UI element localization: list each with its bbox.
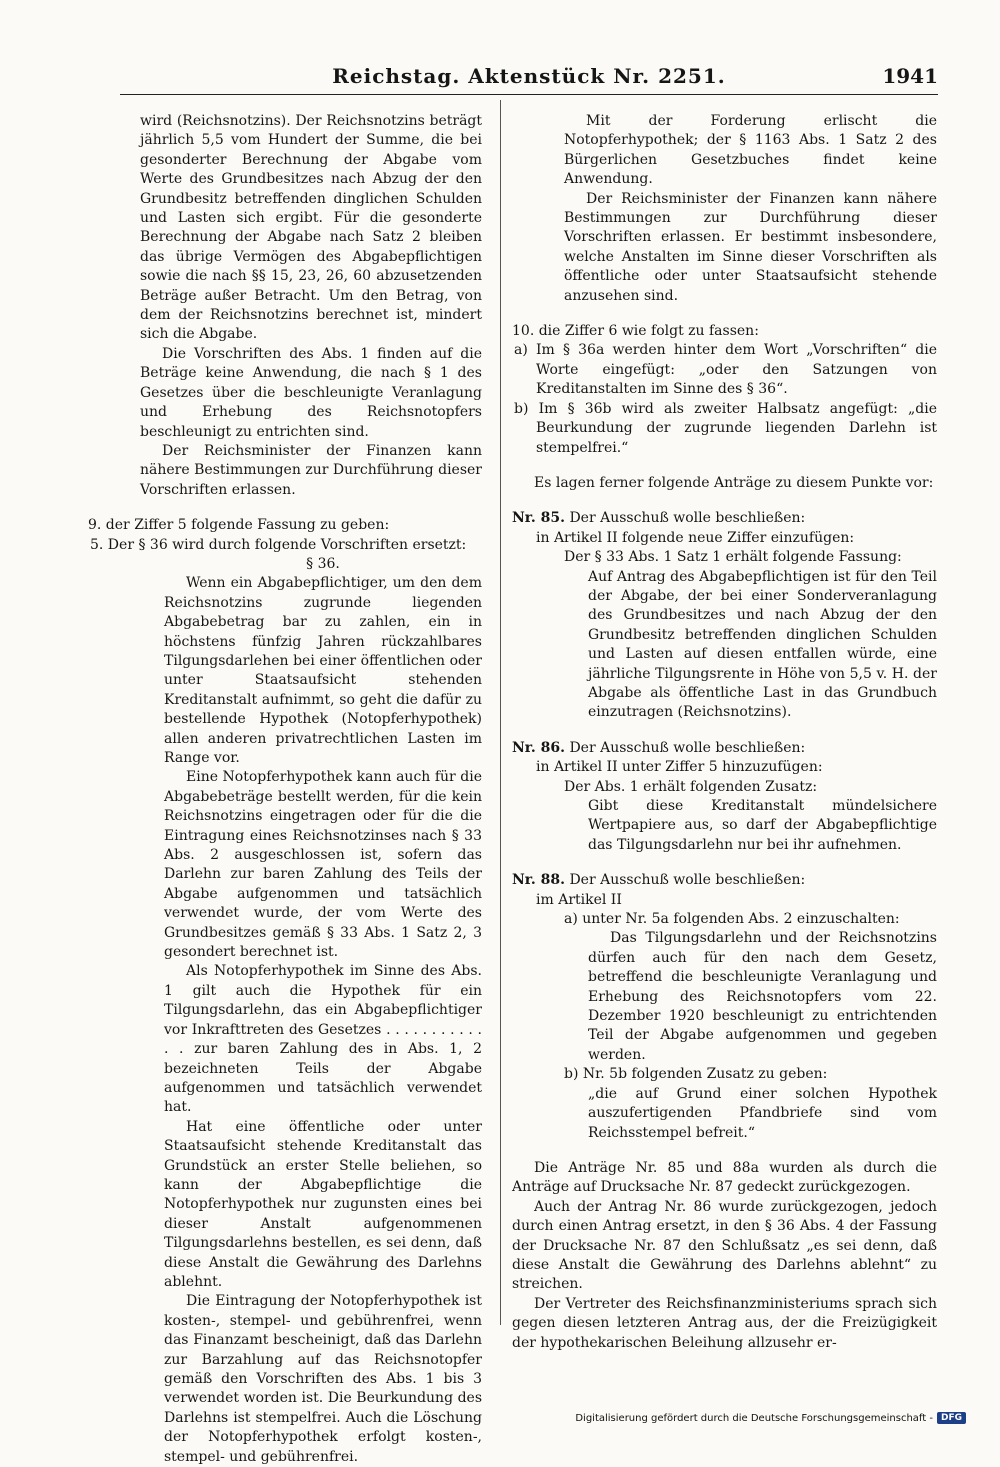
paragraph: Eine Notopferhypothek kann auch für die Abgabebeträge bestellt werden, für die kein Reichsnotzins eingetragen oder für die die Eintragung eines Reichsnotzinses nach § 33 Abs. 2 ausgeschlossen ist, sofern das Darlehn zur baren Zahlung des Teils der Abgabe aufgenommen und tatsächlich verwendet wurde, der vom Werte des Grundbesitzes gemäß § 33 Abs. 1 Satz 2, 3 gesondert berechnet ist.: [164, 769, 482, 961]
paragraph: [512, 739, 937, 758]
paragraph: Auch der Antrag Nr. 86 wurde zurückgezogen, jedoch durch einen Antrag ersetzt, in den § 36 Abs. 4 der Fassung der Drucksache Nr. 87 den Schlußsatz „es sei denn, daß diese Anstalt die Gewährung des Darlehns ablehnt“ zu streichen.: [512, 1198, 937, 1293]
paragraph: in Artikel II unter Ziffer 5 hinzuzufügen:: [536, 759, 823, 776]
paragraph: Die Vorschriften des Abs. 1 finden auf die Beträge keine Anwendung, die nach § 1 des Gesetzes über die beschleunigte Veranlagung und Erhebung des Reichsnotopfers beschleunigt zu entrichten sind.: [140, 345, 482, 440]
page-header: [120, 62, 938, 96]
paragraph-text: Der Ausschuß wolle beschließen:: [565, 510, 806, 527]
paragraph: [512, 509, 937, 528]
paragraph: 10. die Ziffer 6 wie folgt zu fassen:: [512, 323, 759, 340]
paragraph: Mit der Forderung erlischt die Notopferhypothek; der § 1163 Abs. 1 Satz 2 des Bürgerlichen Gesetzbuches findet keine Anwendung.: [564, 113, 937, 188]
paragraph: Auf Antrag des Abgabepflichtigen ist für den Teil der Abgabe, der bei einer Sonderveranlagung des Grundbesitzes und nach Abzug der den Grundbesitz betreffenden dinglichen Schulden und Lasten auf diesen entfallen würde, eine jährliche Tilgungsrente in Höhe von 5,5 v. H. der Abgabe als öffentliche Last in das Grundbuch einzutragen (Reichsnotzins).: [588, 568, 937, 721]
paragraph-gap: [512, 458, 937, 474]
paragraph: § 36.: [306, 555, 340, 572]
paragraph: in Artikel II folgende neue Ziffer einzufügen:: [536, 529, 855, 546]
header-rule: [120, 94, 938, 95]
paragraph: Gibt diese Kreditanstalt mündelsichere Wertpapiere aus, so darf der Abgabepflichtige das Tilgungsdarlehn nur bei ihr aufnehmen.: [588, 798, 937, 853]
paragraph: Der Abs. 1 erhält folgenden Zusatz:: [564, 778, 818, 795]
paragraph: Der Vertreter des Reichsfinanzministeriums sprach sich gegen diesen letzteren Antrag aus, der die Freizügigkeit der hypothekarischen Beleihung allzusehr er-: [512, 1295, 937, 1351]
dfg-logo: DFG: [937, 1412, 966, 1424]
header-title: Reichstag. Aktenstück Nr. 2251.: [332, 64, 726, 88]
footer: [575, 1412, 966, 1424]
paragraph: „die auf Grund einer solchen Hypothek auszufertigenden Pfandbriefe sind vom Reichsstempel befreit.“: [588, 1085, 937, 1141]
paragraph: wird (Reichsnotzins). Der Reichsnotzins beträgt jährlich 5,5 vom Hundert der Summe, die bei gesonderter Berechnung der Abgabe vom Werte des Grundbesitzes nach Abzug der den Grundbesitz betreffenden dinglichen Schulden und Lasten sich ergibt. Für die gesonderte Berechnung der Abgabe nach Satz 2 bleiben das übrige Vermögen des Abgabepflichtigen sowie die nach §§ 15, 23, 26, 60 abzusetzenden Beträge außer Betracht. Um den Betrag, von dem der Reichsnotzins berechnet ist, mindert sich die Abgabe.: [140, 113, 482, 343]
paragraph: im Artikel II: [536, 891, 622, 908]
paragraph: Wenn ein Abgabepflichtiger, um den dem Reichsnotzins zugrunde liegenden Abgabebetrag bar zu zahlen, ein in höchstens fünfzig Jahren rückzahlbares Tilgungsdarlehen bei einer öffentlichen oder unter Staatsaufsicht stehenden Kreditanstalt aufnimmt, so geht die dafür zu bestellende Hypothek (Notopferhypothek) allen anderen privatrechtlichen Lasten im Range vor.: [164, 575, 482, 766]
paragraph: Als Notopferhypothek im Sinne des Abs. 1 gilt auch die Hypothek für ein Tilgungsdarlehn, das ein Abgabepflichtiger vor Inkrafttreten des Gesetzes . . . . . . . . . . . . . zur baren Zahlung des in Abs. 1, 2 bezeichneten Teils der Abgabe aufgenommen und tatsächlich verwendet hat.: [164, 963, 482, 1116]
paragraph-gap: [88, 500, 482, 516]
paragraph: Es lagen ferner folgende Anträge zu diesem Punkte vor:: [534, 474, 934, 491]
column-divider: [500, 100, 501, 1325]
paragraph: Hat eine öffentliche oder unter Staatsaufsicht stehende Kreditanstalt das Grundstück an erster Stelle beliehen, so kann der Abgabepflichtige die Notopferhypothek nur zugunsten eines bei dieser Anstalt aufgenommenen Tilgungsdarlehns bestellen, es sei denn, daß diese Anstalt die Gewährung des Darlehns ablehnt.: [164, 1118, 482, 1290]
paragraph-gap: [512, 855, 937, 871]
paragraph-gap: [512, 306, 937, 322]
paragraph: Das Tilgungsdarlehn und der Reichsnotzins dürfen auch für den nach dem Gesetz, betreffend die beschleunigte Veranlagung und Erhebung des Reichsnotopfers vom 22. Dezember 1920 beschleunigt zu entrichtenden Teil der Abgabe aufgenommen und gegeben werden.: [588, 930, 937, 1063]
paragraph: b) Im § 36b wird als zweiter Halbsatz angefügt: „die Beurkundung der zugrunde liegenden Darlehn ist stempelfrei.“: [514, 400, 937, 456]
paragraph: b) Nr. 5b folgenden Zusatz zu geben:: [564, 1066, 828, 1083]
paragraph: a) Im § 36a werden hinter dem Wort „Vorschriften“ die Worte eingefügt: „oder den Satzungen von Kreditanstalten im Sinne des § 36“.: [514, 342, 937, 398]
paragraph-gap: [512, 1143, 937, 1159]
paragraph-gap: [512, 493, 937, 509]
motion-number: Nr. 86.: [512, 739, 565, 756]
paragraph: Der Reichsminister der Finanzen kann nähere Bestimmungen zur Durchführung dieser Vorschriften erlassen. Er bestimmt insbesondere, welche Anstalten im Sinne dieser Vorschriften als öffentliche oder unter Staatsaufsicht stehende anzusehen sind.: [564, 190, 937, 304]
motion-number: Nr. 88.: [512, 872, 565, 889]
paragraph: Der Reichsminister der Finanzen kann nähere Bestimmungen zur Durchführung dieser Vorschriften erlassen.: [140, 442, 482, 498]
paragraph: Die Eintragung der Notopferhypothek ist kosten-, stempel- und gebührenfrei, wenn das Finanzamt bescheinigt, daß das Darlehn zur Barzahlung auf das Reichsnotopfer gemäß den Vorschriften des Abs. 1 bis 3 verwendet worden ist. Die Beurkundung des Darlehns ist stempelfrei. Auch die Löschung der Notopferhypothek erfolgt kosten-, stempel- und gebührenfrei.: [164, 1293, 482, 1465]
paragraph-gap: [512, 723, 937, 739]
page-number: 1941: [882, 64, 938, 88]
motion-number: Nr. 85.: [512, 510, 565, 527]
footer-credit: Digitalisierung gefördert durch die Deutsche Forschungsgemeinschaft -: [575, 1412, 933, 1424]
paragraph-text: Der Ausschuß wolle beschließen:: [565, 872, 806, 889]
paragraph-text: Der Ausschuß wolle beschließen:: [565, 739, 806, 756]
paragraph: 5. Der § 36 wird durch folgende Vorschriften ersetzt:: [90, 536, 467, 553]
paragraph: Die Anträge Nr. 85 und 88a wurden als durch die Anträge auf Drucksache Nr. 87 gedeckt zurückgezogen.: [512, 1159, 937, 1196]
paragraph: a) unter Nr. 5a folgenden Abs. 2 einzuschalten:: [564, 911, 900, 928]
right-column: [512, 112, 937, 1353]
paragraph: [512, 871, 937, 890]
left-column: [88, 112, 482, 1467]
paragraph: Der § 33 Abs. 1 Satz 1 erhält folgende Fassung:: [564, 549, 902, 566]
paragraph: 9. der Ziffer 5 folgende Fassung zu geben:: [88, 517, 390, 534]
